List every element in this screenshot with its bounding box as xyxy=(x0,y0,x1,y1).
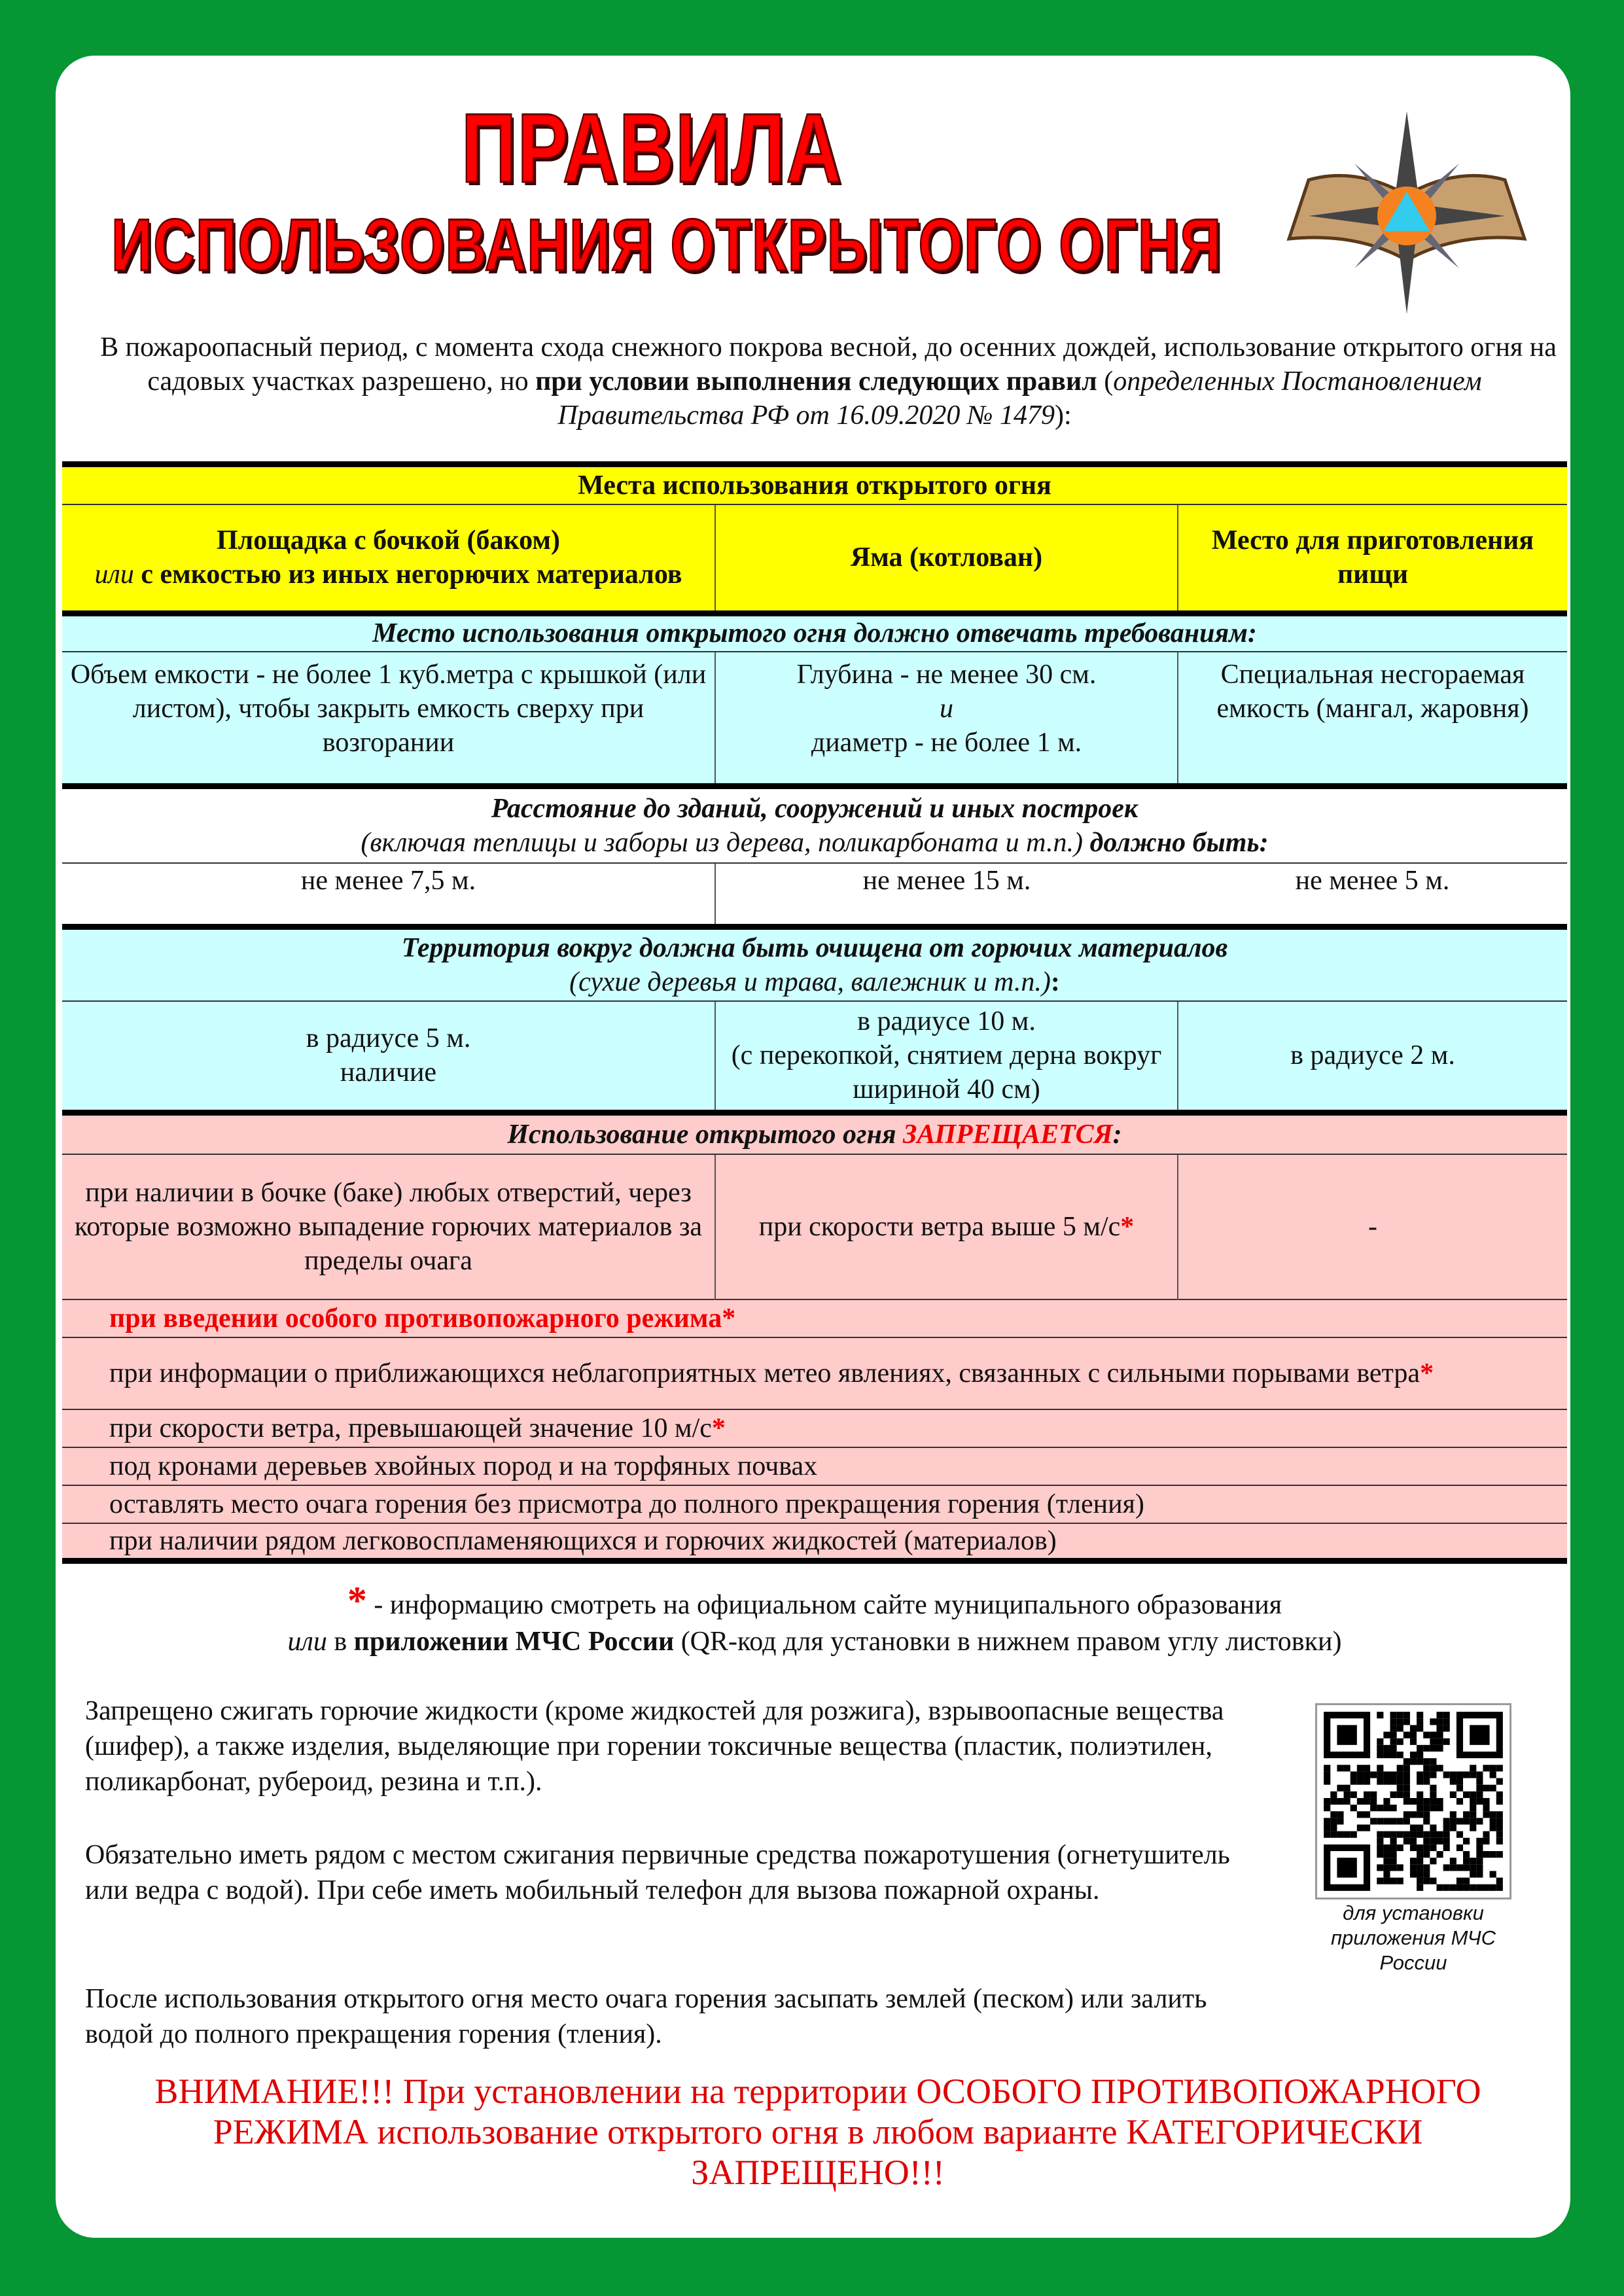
cell: не менее 5 м. xyxy=(1178,863,1567,927)
warning-text: ВНИМАНИЕ!!! При установлении на территории ОСОБОГО ПРОТИВОПОЖАРНОГО РЕЖИМА использование открытого огня в любом варианте КАТЕГОРИЧЕСКИ ЗАПРЕЩЕНО!!! xyxy=(154,2072,1481,2192)
table-header-row xyxy=(62,504,1567,614)
paragraph-prohibited-materials: Запрещено сжигать горючие жидкости (кроме жидкостей для розжига), взрывоопасные вещества (шифер), а также изделия, выделяющие при горении токсичные вещества (пластик, полиэтилен, поликарбонат, рубероид, резина и т.п.). xyxy=(85,1696,1224,1797)
ban-row: под кронами деревьев хвойных пород и на торфяных почвах xyxy=(62,1447,1567,1485)
ban-title: Использование открытого огня ЗАПРЕЩАЕТСЯ: xyxy=(62,1113,1567,1154)
ban-row: при скорости ветра, превышающей значение 10 м/с* xyxy=(62,1409,1567,1447)
cell: в радиусе 5 м. наличие xyxy=(62,1001,715,1113)
cell: не менее 7,5 м. xyxy=(62,863,715,927)
cell: не менее 15 м. xyxy=(715,863,1178,927)
ban-row: при информации о приближающихся неблагоприятных метео явлениях, связанных с сильными порывами ветра* xyxy=(62,1337,1567,1409)
cell: - xyxy=(1178,1154,1567,1299)
cell: в радиусе 2 м. xyxy=(1178,1001,1567,1113)
table-row xyxy=(62,1001,1567,1113)
table-row xyxy=(62,1154,1567,1299)
qr-code-icon[interactable] xyxy=(1315,1703,1511,1899)
cell: при наличии в бочке (баке) любых отверстий, через которые возможно выпадение горючих материалов за пределы очага xyxy=(62,1154,715,1299)
clearance-title: Территория вокруг должна быть очищена от горючих материалов (сухие деревья и трава, валежник и т.п.): xyxy=(62,927,1567,1001)
cell: Объем емкости - не более 1 куб.метра с крышкой (или листом), чтобы закрыть емкость сверху при возгорании xyxy=(62,652,715,786)
requirements-title: Место использования открытого огня должно отвечать требованиям: xyxy=(62,614,1567,652)
cell: в радиусе 10 м. (с перекопкой, снятием дерна вокруг шириной 40 см) xyxy=(715,1001,1178,1113)
rules-table xyxy=(62,461,1567,1564)
intro-text: В пожароопасный период, с момента схода снежного покрова весной, до осенних дождей, использование открытого огня на садовых участках разрешено, но при условии выполнения следующих правил (определенных Постановлением Правительства РФ от 16.09.2020 № 1479): xyxy=(100,332,1557,431)
header-pit: Яма (котлован) xyxy=(715,504,1178,614)
cell: Глубина - не менее 30 см. и диаметр - не более 1 м. xyxy=(715,652,1178,786)
title-sub: ИСПОЛЬЗОВАНИЯ ОТКРЫТОГО ОГНЯ xyxy=(111,204,1222,286)
table-row xyxy=(62,652,1567,786)
cell: Специальная несгораемая емкость (мангал, жаровня) xyxy=(1178,652,1567,786)
qr-caption: для установки приложения МЧС России xyxy=(1330,1901,1496,1974)
footnote: * - информацию смотреть на официальном сайте муниципального образования или в приложении МЧС России (QR-код для установки в нижнем правом углу листовки) xyxy=(287,1579,1342,1657)
title-main: ПРАВИЛА xyxy=(461,93,843,203)
table-row xyxy=(62,863,1567,927)
ban-row: при введении особого противопожарного режима* xyxy=(62,1299,1567,1337)
ban-row: при наличии рядом легковоспламеняющихся и горючих жидкостей (материалов) xyxy=(62,1523,1567,1561)
ban-row: оставлять место очага горения без присмотра до полного прекращения горения (тления) xyxy=(62,1485,1567,1523)
header-cooking: Место для приготовления пищи xyxy=(1178,504,1567,614)
mchs-emblem-icon xyxy=(1282,108,1531,317)
cell: при скорости ветра выше 5 м/с* xyxy=(715,1154,1178,1299)
distance-title: Расстояние до зданий, сооружений и иных построек (включая теплицы и заборы из дерева, поликарбоната и т.п.) должно быть: xyxy=(62,786,1567,863)
table-title: Места использования открытого огня xyxy=(62,465,1567,504)
header-barrel: Площадка с бочкой (баком) или с емкостью из иных негорючих материалов xyxy=(62,504,715,614)
paragraph-extinguishers: Обязательно иметь рядом с местом сжигания первичные средства пожаротушения (огнетушитель или ведра с водой). При себе иметь мобильный телефон для вызова пожарной охраны. xyxy=(85,1840,1230,1905)
paragraph-after-use: После использования открытого огня место очага горения засыпать землей (песком) или залить водой до полного прекращения горения (тления). xyxy=(85,1984,1207,2049)
